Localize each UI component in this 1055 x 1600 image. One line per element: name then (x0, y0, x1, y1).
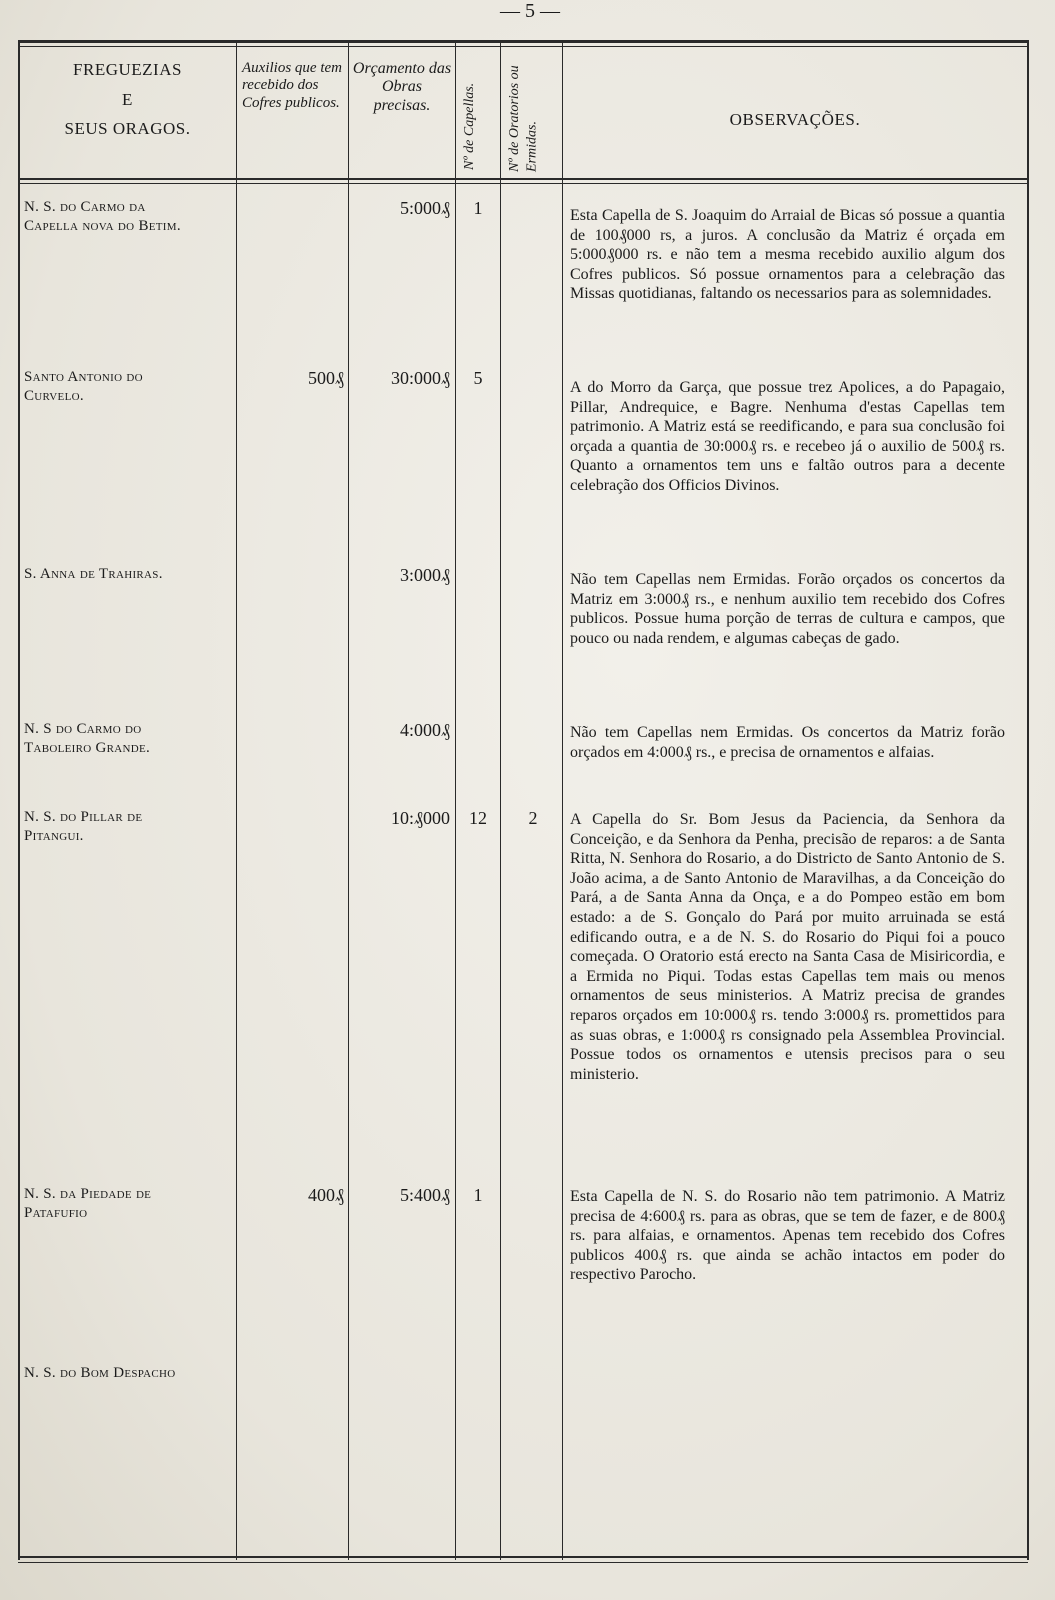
page-number: — 5 — (500, 0, 560, 22)
freguezia-line: Pitangui. (24, 827, 84, 844)
header-capellas: Nº de Capellas. (462, 82, 477, 170)
header-freguezias-line: SEUS ORAGOS. (64, 119, 191, 139)
orcamento-value: 30:000₰ (390, 368, 450, 388)
column-rule (18, 40, 20, 1560)
freguezia-line: Santo Antonio do (24, 369, 143, 385)
freguezia-line: N. S. do Pillar de (24, 809, 143, 825)
freguezia-name (24, 368, 234, 406)
table-bottom-rule-thin (18, 1562, 1028, 1563)
freguezia-name (24, 808, 234, 846)
freguezia-line: Curvelo. (24, 387, 84, 404)
column-rule (562, 40, 563, 1560)
orcamento-value: 5:400₰ (399, 1185, 450, 1205)
column-rule (500, 40, 501, 1560)
freguezia-line: N. S. do Bom Despacho (24, 1365, 176, 1381)
freguezia-line: Taboleiro Grande. (24, 739, 151, 756)
column-rule (348, 40, 349, 1560)
column-rule (1027, 40, 1029, 1560)
freguezia-line: Patafufio (24, 1204, 88, 1221)
header-freguezias (20, 60, 235, 149)
freguezia-name (24, 720, 234, 758)
table-top-rule-thin (18, 46, 1028, 47)
freguezia-name (24, 1185, 234, 1223)
header-auxilios: Auxilios que tem recebido dos Cofres publicos. (242, 60, 342, 111)
observacoes-text: Não tem Capellas nem Ermidas. Forão orçados os concertos da Matriz em 3:000₰ rs., e nenhum auxilio tem recebido dos Cofres publicos. Possue huma porção de terras de cultura e campos, que pouco ou nada rendem, e algumas cabeças de gado. (570, 571, 1005, 647)
header-freguezias-line: E (122, 89, 133, 109)
column-rule (236, 40, 237, 1560)
freguezia-line: N. S. do Carmo da (24, 199, 146, 215)
orcamento-value: 10:₰000 (390, 808, 450, 828)
column-rule (455, 40, 456, 1560)
freguezia-name (24, 198, 234, 236)
observacoes-text: Esta Capella de N. S. do Rosario não tem patrimonio. A Matriz precisa de 4:600₰ rs. para as obras, que se tem de fazer, e de 800₰ rs. para alfaias, e ornamentos. Apenas tem recebido dos Cofres publicos 400₰ rs. que ainda se achão intactos em poder do respectivo Parocho. (570, 1188, 1005, 1284)
capellas-count: 1 (473, 1185, 483, 1205)
header-observacoes: OBSERVAÇÕES. (729, 110, 861, 129)
orcamento-value: 4:000₰ (399, 720, 450, 740)
freguezia-line: S. Anna de Trahiras. (24, 566, 163, 582)
freguezia-name (24, 565, 234, 584)
freguezia-line: N. S. da Piedade de (24, 1186, 152, 1202)
header-bottom-rule-thin (18, 183, 1028, 184)
auxilios-value: 400₰ (308, 1185, 344, 1205)
orcamento-value: 5:000₰ (399, 198, 450, 218)
table-top-rule (18, 40, 1028, 43)
freguezia-name (24, 1364, 234, 1383)
capellas-count: 12 (469, 808, 487, 828)
header-freguezias-line: FREGUEZIAS (73, 60, 182, 79)
orcamento-value: 3:000₰ (399, 565, 450, 585)
observacoes-text: A Capella do Sr. Bom Jesus da Paciencia, da Senhora da Conceição, e da Senhora da Penha, precisão de reparos: a de Santa Ritta, N. Senhora do Rosario, a do Districto de Santo Antonio de S. João acima, a de Santo Antonio de Maravilhas, a da Conceição do Pará, a de Santa Anna da Onça, e a do Pompeo estão em bom estado: a de S. Gonçalo do Pará por muito arruinada se está edificando outra, e a de N. S. do Rosario do Piqui foi a pouco começada. O Oratorio está erecto na Santa Casa de Misiricordia, e a Ermida no Piqui. Todas estas Capellas tem mais ou menos ornamentos de seus ministerios. A Matriz precisa de grandes reparos orçados em 10:000₰ rs. tendo 3:000₰ rs. promettidos para as suas obras, e 1:000₰ rs consignado pela Assemblea Provincial. Possue todos os ornamentos e utensis precisos para o seu ministerio. (570, 811, 1005, 1083)
header-bottom-rule (18, 178, 1028, 180)
capellas-count: 5 (473, 368, 483, 388)
observacoes-text: A do Morro da Garça, que possue trez Apolices, a do Papagaio, Pillar, Andrequice, e Bagre. Nenhuma d'estas Capellas tem patrimonio. A Matriz está se reedificando, e para sua conclusão foi orçada a quantia de 30:000₰ rs. e recebeo já o auxilio de 500₰ rs. Quanto a ornamentos tem uns e faltão outros para a decente celebração dos Officios Divinos. (570, 379, 1005, 494)
capellas-count: 1 (473, 198, 483, 218)
auxilios-value: 500₰ (308, 368, 344, 388)
oratorios-count: 2 (528, 808, 538, 828)
observacoes-text: Esta Capella de S. Joaquim do Arraial de Bicas só possue a quantia de 100₰000 rs, a juros. A conclusão da Matriz é orçada em 5:000₰000 rs. e não tem a mesma recebido auxilio algum dos Cofres publicos. Só possue ornamentos para a celebração das Missas quotidianas, faltando os necessarios para as solemnidades. (570, 207, 1005, 303)
header-orcamento: Orçamento das Obras precisas. (352, 60, 452, 114)
table-bottom-rule (18, 1556, 1028, 1558)
freguezia-line: N. S do Carmo do (24, 721, 142, 737)
header-oratorios: Nº de Oratorios ou Ermidas. (507, 65, 540, 172)
freguezia-line: Capella nova do Betim. (24, 217, 181, 234)
observacoes-text: Não tem Capellas nem Ermidas. Os concertos da Matriz forão orçados em 4:000₰ rs., e precisa de ornamentos e alfaias. (570, 724, 1005, 761)
